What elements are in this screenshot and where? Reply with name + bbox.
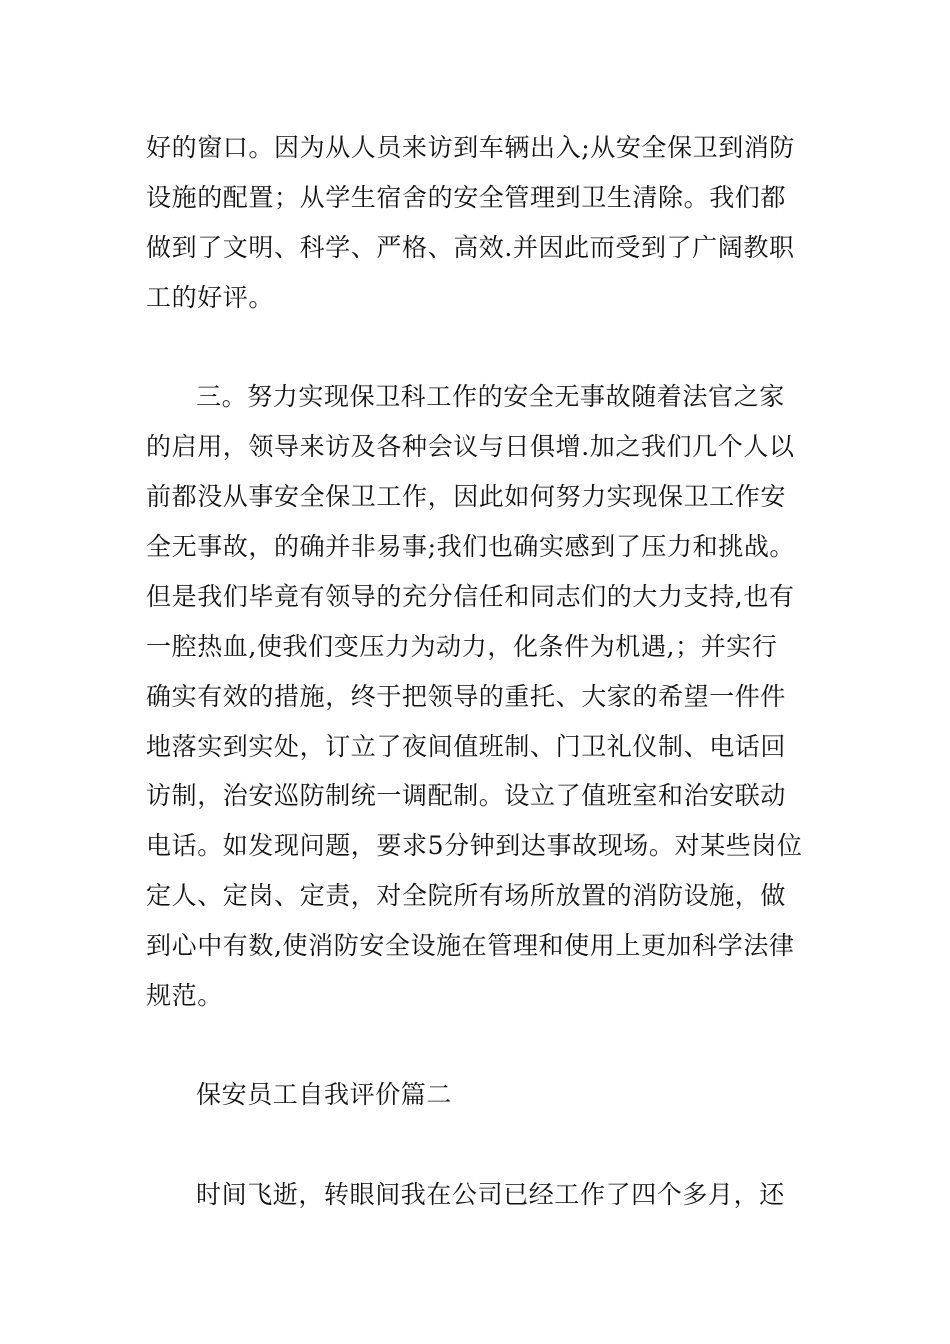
paragraph-2-line-9: 访制，治安巡防制统一调配制。设立了值班室和治安联动 — [146, 781, 787, 810]
paragraph-1-line-2: 设施的配置；从学生宿舍的安全管理到卫生清除。我们都 — [146, 183, 787, 212]
section-title: 保安员工自我评价篇二 — [196, 1080, 453, 1109]
paragraph-2-line-8: 地落实到实处，订立了夜间值班制、门卫礼仪制、电话回 — [146, 732, 787, 761]
paragraph-2-line-11: 定人、定岗、定责，对全院所有场所放置的消防设施，做 — [146, 881, 787, 910]
paragraph-1-line-1: 好的窗口。因为从人员来访到车辆出入;从安全保卫到消防 — [146, 133, 796, 162]
paragraph-2-line-7: 确实有效的措施，终于把领导的重托、大家的希望一件件 — [146, 682, 787, 711]
paragraph-3-line-1: 时间飞逝，转眼间我在公司已经工作了四个多月，还 — [196, 1180, 785, 1209]
paragraph-2-line-3: 前都没从事安全保卫工作，因此如何努力实现保卫工作安 — [146, 482, 787, 511]
paragraph-1-line-4: 工的好评。 — [146, 283, 275, 312]
paragraph-2-line-10: 电话。如发现问题，要求5分钟到达事故现场。对某些岗位 — [146, 831, 803, 860]
paragraph-2-line-5: 但是我们毕竟有领导的充分信任和同志们的大力支持,也有 — [146, 582, 795, 611]
paragraph-1-line-3: 做到了文明、科学、严格、高效.并因此而受到了广阔教职 — [146, 233, 795, 262]
paragraph-2-line-4: 全无事故，的确并非易事;我们也确实感到了压力和挑战。 — [146, 532, 796, 561]
paragraph-2-line-12: 到心中有数,使消防安全设施在管理和使用上更加科学法律 — [146, 931, 795, 960]
paragraph-2-line-2: 的启用，领导来访及各种会议与日俱增.加之我们几个人以 — [146, 432, 795, 461]
paragraph-2-line-13: 规范。 — [146, 981, 223, 1010]
paragraph-2-line-1: 三。努力实现保卫科工作的安全无事故随着法官之家 — [196, 382, 785, 411]
paragraph-2-line-6: 一腔热血,使我们变压力为动力，化条件为机遇,；并实行 — [146, 632, 778, 661]
